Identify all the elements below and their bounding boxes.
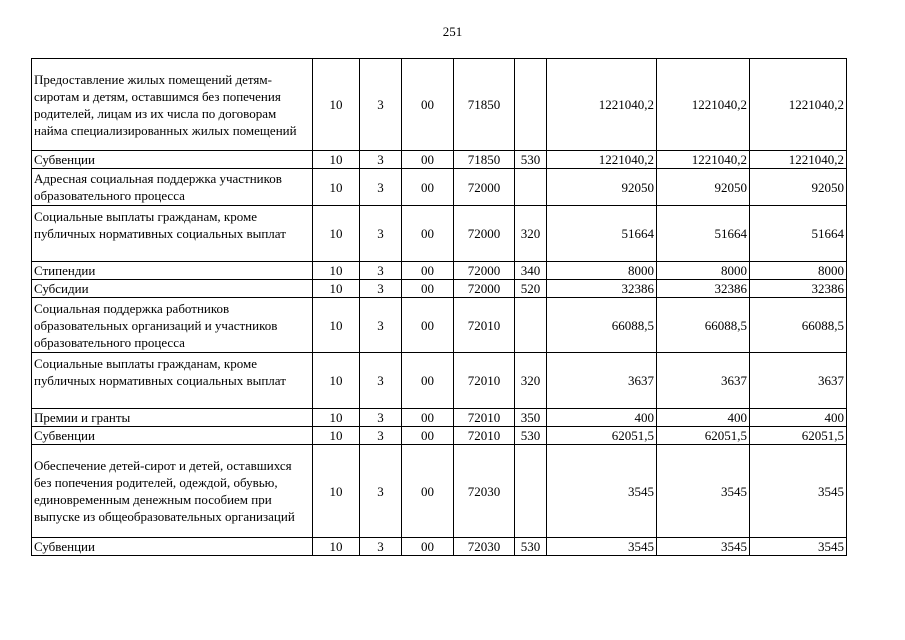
direction-code-cell: 72000 bbox=[454, 262, 515, 280]
row-name: Субвенции bbox=[32, 151, 313, 169]
table-row bbox=[32, 206, 847, 262]
sum-1-cell: 400 bbox=[547, 409, 657, 427]
podrazdel-cell: 3 bbox=[360, 262, 402, 280]
razdel-cell: 10 bbox=[313, 280, 360, 298]
table-row bbox=[32, 427, 847, 445]
podrazdel-cell: 3 bbox=[360, 169, 402, 206]
sum-2-cell: 3637 bbox=[657, 353, 750, 409]
sum-3-cell: 400 bbox=[750, 409, 847, 427]
direction-code-cell: 71850 bbox=[454, 59, 515, 151]
budget-table bbox=[31, 58, 847, 556]
razdel-cell: 10 bbox=[313, 445, 360, 538]
direction-code-cell: 72000 bbox=[454, 206, 515, 262]
razdel-cell: 10 bbox=[313, 59, 360, 151]
sum-2-cell: 1221040,2 bbox=[657, 151, 750, 169]
direction-code-cell: 72030 bbox=[454, 538, 515, 556]
razdel-cell: 10 bbox=[313, 538, 360, 556]
program-code-cell: 00 bbox=[402, 262, 454, 280]
expense-type-cell: 530 bbox=[515, 427, 547, 445]
program-code-cell: 00 bbox=[402, 538, 454, 556]
row-name: Предоставление жилых помещений детям-сиротам и детям, оставшимся без попечения родителей, лицам из их числа по договорам найма специализированных жилых помещений bbox=[32, 59, 313, 151]
table-row bbox=[32, 409, 847, 427]
program-code-cell: 00 bbox=[402, 298, 454, 353]
razdel-cell: 10 bbox=[313, 262, 360, 280]
expense-type-cell: 350 bbox=[515, 409, 547, 427]
podrazdel-cell: 3 bbox=[360, 298, 402, 353]
row-name: Социальные выплаты гражданам, кроме публичных нормативных социальных выплат bbox=[32, 353, 313, 409]
program-code-cell: 00 bbox=[402, 280, 454, 298]
podrazdel-cell: 3 bbox=[360, 538, 402, 556]
sum-3-cell: 3637 bbox=[750, 353, 847, 409]
sum-1-cell: 32386 bbox=[547, 280, 657, 298]
sum-2-cell: 62051,5 bbox=[657, 427, 750, 445]
podrazdel-cell: 3 bbox=[360, 59, 402, 151]
table-row bbox=[32, 445, 847, 538]
program-code-cell: 00 bbox=[402, 427, 454, 445]
sum-1-cell: 3545 bbox=[547, 445, 657, 538]
podrazdel-cell: 3 bbox=[360, 280, 402, 298]
expense-type-cell: 320 bbox=[515, 206, 547, 262]
razdel-cell: 10 bbox=[313, 427, 360, 445]
direction-code-cell: 72010 bbox=[454, 409, 515, 427]
expense-type-cell bbox=[515, 298, 547, 353]
expense-type-cell: 340 bbox=[515, 262, 547, 280]
expense-type-cell: 320 bbox=[515, 353, 547, 409]
direction-code-cell: 71850 bbox=[454, 151, 515, 169]
table-row bbox=[32, 353, 847, 409]
sum-2-cell: 32386 bbox=[657, 280, 750, 298]
row-name: Обеспечение детей-сирот и детей, оставшихся без попечения родителей, одеждой, обувью, единовременным денежным пособием при выпуске из общеобразовательных организаций bbox=[32, 445, 313, 538]
direction-code-cell: 72010 bbox=[454, 427, 515, 445]
program-code-cell: 00 bbox=[402, 409, 454, 427]
row-name: Социальная поддержка работников образовательных организаций и участников образовательного процесса bbox=[32, 298, 313, 353]
row-name: Адресная социальная поддержка участников образовательного процесса bbox=[32, 169, 313, 206]
razdel-cell: 10 bbox=[313, 298, 360, 353]
razdel-cell: 10 bbox=[313, 353, 360, 409]
table-row bbox=[32, 298, 847, 353]
sum-2-cell: 92050 bbox=[657, 169, 750, 206]
row-name: Субвенции bbox=[32, 538, 313, 556]
program-code-cell: 00 bbox=[402, 445, 454, 538]
sum-2-cell: 8000 bbox=[657, 262, 750, 280]
row-name: Премии и гранты bbox=[32, 409, 313, 427]
razdel-cell: 10 bbox=[313, 206, 360, 262]
table-row bbox=[32, 262, 847, 280]
sum-2-cell: 3545 bbox=[657, 445, 750, 538]
sum-1-cell: 3545 bbox=[547, 538, 657, 556]
sum-3-cell: 62051,5 bbox=[750, 427, 847, 445]
table-row bbox=[32, 59, 847, 151]
program-code-cell: 00 bbox=[402, 151, 454, 169]
sum-1-cell: 8000 bbox=[547, 262, 657, 280]
row-name: Субсидии bbox=[32, 280, 313, 298]
row-name: Стипендии bbox=[32, 262, 313, 280]
expense-type-cell: 530 bbox=[515, 538, 547, 556]
sum-3-cell: 92050 bbox=[750, 169, 847, 206]
sum-3-cell: 66088,5 bbox=[750, 298, 847, 353]
sum-1-cell: 92050 bbox=[547, 169, 657, 206]
razdel-cell: 10 bbox=[313, 169, 360, 206]
podrazdel-cell: 3 bbox=[360, 409, 402, 427]
row-name: Субвенции bbox=[32, 427, 313, 445]
sum-3-cell: 32386 bbox=[750, 280, 847, 298]
program-code-cell: 00 bbox=[402, 206, 454, 262]
podrazdel-cell: 3 bbox=[360, 445, 402, 538]
sum-2-cell: 1221040,2 bbox=[657, 59, 750, 151]
direction-code-cell: 72010 bbox=[454, 298, 515, 353]
expense-type-cell bbox=[515, 445, 547, 538]
sum-1-cell: 1221040,2 bbox=[547, 59, 657, 151]
sum-3-cell: 8000 bbox=[750, 262, 847, 280]
program-code-cell: 00 bbox=[402, 353, 454, 409]
direction-code-cell: 72030 bbox=[454, 445, 515, 538]
sum-3-cell: 51664 bbox=[750, 206, 847, 262]
sum-2-cell: 3545 bbox=[657, 538, 750, 556]
row-name: Социальные выплаты гражданам, кроме публичных нормативных социальных выплат bbox=[32, 206, 313, 262]
page-number: 251 bbox=[442, 24, 463, 39]
table-row bbox=[32, 538, 847, 556]
table-row bbox=[32, 169, 847, 206]
sum-1-cell: 1221040,2 bbox=[547, 151, 657, 169]
sum-2-cell: 400 bbox=[657, 409, 750, 427]
sum-3-cell: 3545 bbox=[750, 538, 847, 556]
podrazdel-cell: 3 bbox=[360, 353, 402, 409]
direction-code-cell: 72000 bbox=[454, 280, 515, 298]
sum-3-cell: 1221040,2 bbox=[750, 151, 847, 169]
direction-code-cell: 72010 bbox=[454, 353, 515, 409]
sum-2-cell: 66088,5 bbox=[657, 298, 750, 353]
podrazdel-cell: 3 bbox=[360, 151, 402, 169]
sum-2-cell: 51664 bbox=[657, 206, 750, 262]
program-code-cell: 00 bbox=[402, 169, 454, 206]
sum-1-cell: 62051,5 bbox=[547, 427, 657, 445]
expense-type-cell bbox=[515, 59, 547, 151]
direction-code-cell: 72000 bbox=[454, 169, 515, 206]
podrazdel-cell: 3 bbox=[360, 427, 402, 445]
sum-1-cell: 51664 bbox=[547, 206, 657, 262]
table-row bbox=[32, 151, 847, 169]
razdel-cell: 10 bbox=[313, 409, 360, 427]
expense-type-cell: 530 bbox=[515, 151, 547, 169]
podrazdel-cell: 3 bbox=[360, 206, 402, 262]
table-row bbox=[32, 280, 847, 298]
sum-1-cell: 3637 bbox=[547, 353, 657, 409]
expense-type-cell: 520 bbox=[515, 280, 547, 298]
program-code-cell: 00 bbox=[402, 59, 454, 151]
expense-type-cell bbox=[515, 169, 547, 206]
sum-3-cell: 3545 bbox=[750, 445, 847, 538]
sum-1-cell: 66088,5 bbox=[547, 298, 657, 353]
razdel-cell: 10 bbox=[313, 151, 360, 169]
sum-3-cell: 1221040,2 bbox=[750, 59, 847, 151]
